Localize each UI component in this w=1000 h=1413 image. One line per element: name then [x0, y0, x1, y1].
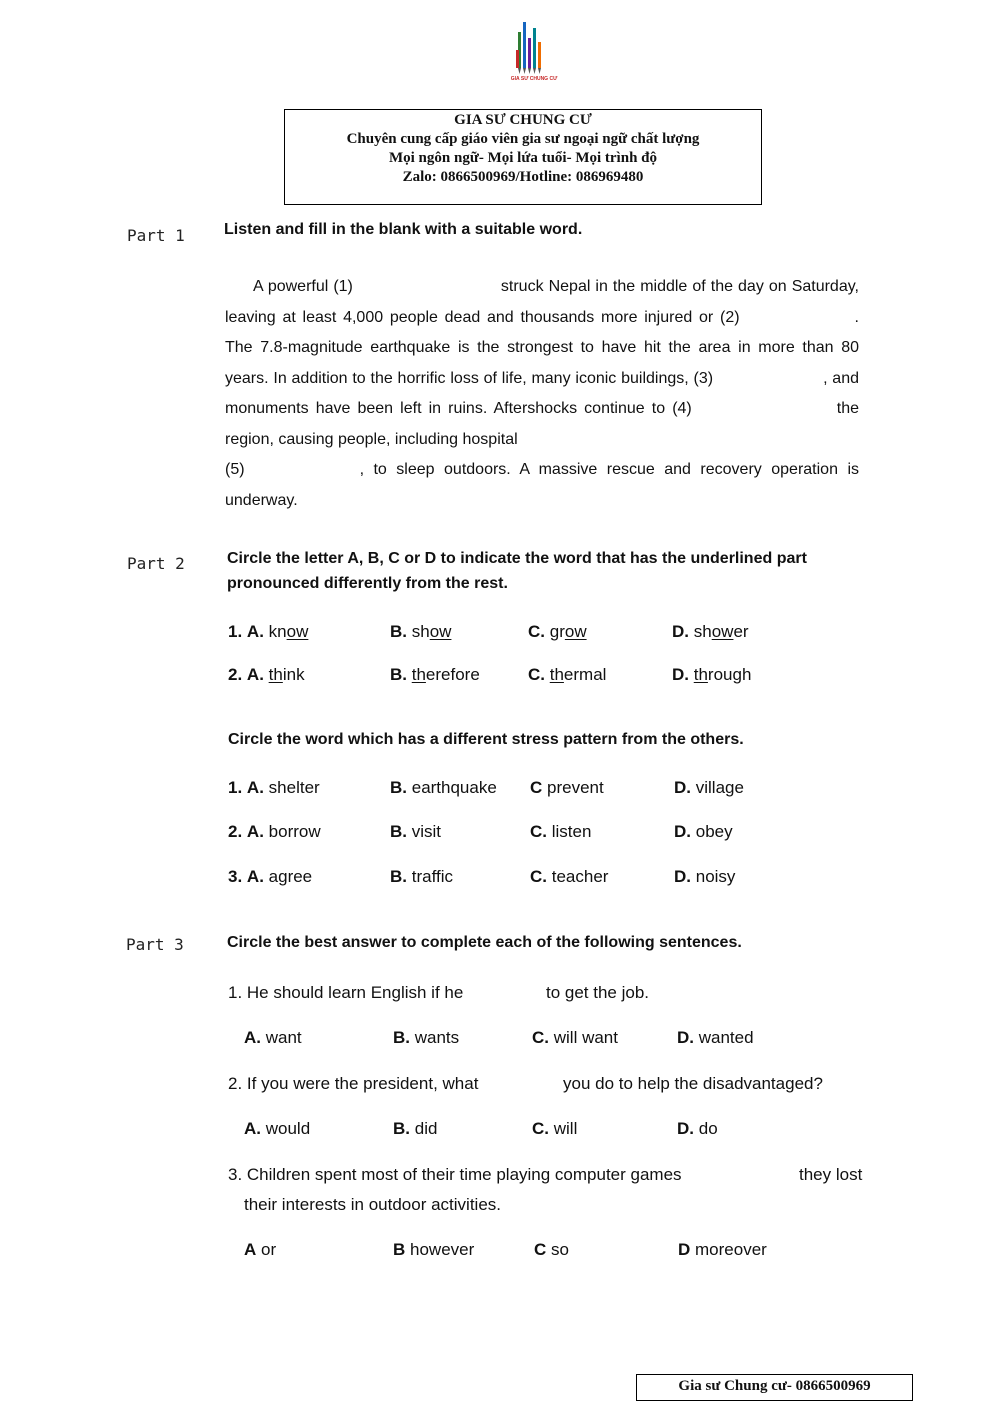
q1-text-a: 1. He should learn English if he	[228, 983, 464, 1002]
q1-option-c[interactable]: C. will want	[532, 1028, 618, 1047]
stress-q1-option-b[interactable]: B. earthquake	[390, 778, 497, 797]
part2-label: Part 2	[127, 554, 185, 573]
part1-label: Part 1	[127, 226, 185, 245]
part3-question-1	[228, 983, 868, 1007]
passage-seg-2: struck Nepal in the middle of the day on Saturday, leaving at least 4,000 people dead and thousands more injured or	[225, 278, 859, 326]
part3-label: Part 3	[126, 935, 184, 954]
stress-q3-option-c[interactable]: C. teacher	[530, 867, 609, 886]
stress-q1-option-a[interactable]: 1. A. shelter	[228, 778, 320, 797]
q3-text-b: they lost	[799, 1165, 863, 1184]
part3-q1-options	[244, 1028, 864, 1052]
passage-seg-6: the region, causing people, including hospital	[225, 400, 859, 448]
q2-option-d[interactable]: D. do	[677, 1119, 718, 1138]
part3-q3-options	[244, 1240, 864, 1264]
passage-seg-3: (2)	[719, 308, 740, 326]
q1-option-d[interactable]: D. wanted	[677, 1028, 754, 1047]
header-title: GIA SƯ CHUNG CƯ	[454, 112, 592, 128]
stress-q3-option-b[interactable]: B. traffic	[390, 867, 453, 886]
part3-instruction: Circle the best answer to complete each of the following sentences.	[227, 934, 742, 951]
pron-question-1	[228, 622, 868, 646]
pron-q1-option-c[interactable]: C. grow	[528, 622, 587, 641]
part2-instruction-2: pronounced differently from the rest.	[227, 575, 508, 592]
pron-q2-option-a[interactable]: 2. A. think	[228, 665, 305, 684]
pron-q2-option-c[interactable]: C. thermal	[528, 665, 607, 684]
stress-question-1	[228, 778, 868, 802]
pron-q1-option-b[interactable]: B. show	[390, 622, 452, 641]
q3-option-a[interactable]: A or	[244, 1240, 277, 1259]
pron-q1-option-d[interactable]: D. shower	[672, 622, 749, 641]
header-line-2: Mọi ngôn ngữ- Mọi lứa tuổi- Mọi trình độ	[388, 150, 657, 166]
passage-seg-4: . The 7.8-magnitude earthquake is the strongest to have hit the area in more than 80 years. In addition to the horrific loss of life, many iconic buildings, (3)	[225, 308, 859, 387]
part3-question-3	[228, 1165, 873, 1189]
q2-option-a[interactable]: A. would	[244, 1119, 311, 1138]
pron-q2-option-d[interactable]: D. through	[672, 665, 752, 684]
logo-text: GIA SƯ CHUNG CƯ	[510, 76, 558, 82]
header-line-1: Chuyên cung cấp giáo viên gia sư ngoại ngữ chất lượng	[346, 131, 700, 147]
pron-q1-option-a[interactable]: 1. A. know	[228, 622, 309, 641]
pron-q2-option-b[interactable]: B. therefore	[390, 665, 480, 684]
logo	[505, 18, 565, 88]
q2-text-a: 2. If you were the president, what	[228, 1074, 479, 1093]
stress-question-2	[228, 822, 868, 846]
stress-q3-option-d[interactable]: D. noisy	[674, 867, 736, 886]
stress-q1-option-c[interactable]: C prevent	[530, 778, 604, 797]
passage-seg-7: (5)	[225, 461, 245, 478]
passage-seg-1: A powerful (1)	[253, 278, 353, 295]
part3-question-2	[228, 1074, 868, 1098]
header-line-3: Zalo: 0866500969/Hotline: 086969480	[402, 169, 644, 185]
header-box	[284, 109, 762, 205]
q3-option-d[interactable]: D moreover	[678, 1240, 767, 1259]
q1-option-b[interactable]: B. wants	[393, 1028, 460, 1047]
stress-q3-option-a[interactable]: 3. A. agree	[228, 867, 313, 886]
stress-q2-option-d[interactable]: D. obey	[674, 822, 733, 841]
stress-q2-option-a[interactable]: 2. A. borrow	[228, 822, 321, 841]
stress-q2-option-c[interactable]: C. listen	[530, 822, 592, 841]
passage-seg-5: , and monuments have been left in ruins. Aftershocks continue to (4)	[225, 369, 860, 417]
passage-seg-8: , to sleep outdoors. A massive rescue and recovery operation is underway.	[225, 461, 859, 509]
part3-q2-options	[244, 1119, 864, 1143]
q2-text-b: you do to help the disadvantaged?	[563, 1074, 823, 1093]
part2-instruction-1: Circle the letter A, B, C or D to indicate the word that has the underlined part	[227, 550, 807, 567]
stress-question-3	[228, 867, 868, 891]
q3-option-b[interactable]: B however	[393, 1240, 475, 1259]
part1-instruction: Listen and fill in the blank with a suitable word.	[224, 221, 583, 238]
q2-option-b[interactable]: B. did	[393, 1119, 438, 1138]
stress-q2-option-b[interactable]: B. visit	[390, 822, 442, 841]
part1-passage	[225, 272, 859, 516]
q3-text-a: 3. Children spent most of their time playing computer games	[228, 1165, 682, 1184]
q3-option-c[interactable]: C so	[534, 1240, 569, 1259]
q1-text-b: to get the job.	[546, 983, 650, 1002]
pron-question-2	[228, 665, 868, 689]
stress-q1-option-d[interactable]: D. village	[674, 778, 744, 797]
q2-option-c[interactable]: C. will	[532, 1119, 578, 1138]
q3-text-c: their interests in outdoor activities.	[244, 1195, 502, 1214]
footer-box: Gia sư Chung cư- 0866500969	[636, 1374, 913, 1401]
q1-option-a[interactable]: A. want	[244, 1028, 302, 1047]
stress-instruction: Circle the word which has a different stress pattern from the others.	[228, 731, 744, 748]
part3-question-3-cont	[244, 1195, 864, 1219]
